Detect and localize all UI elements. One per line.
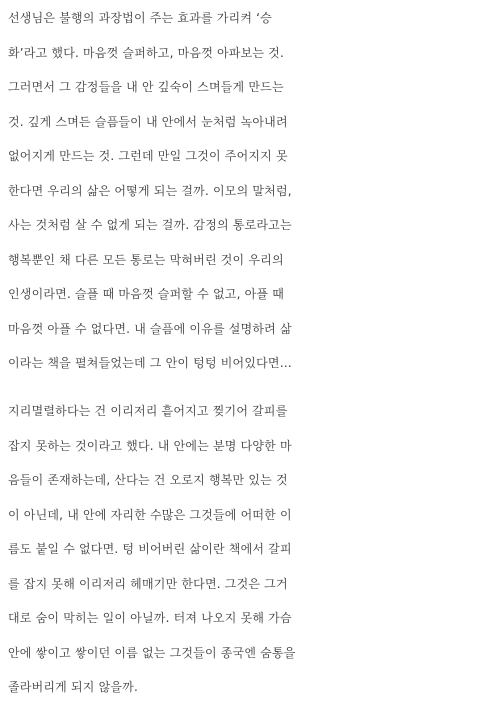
text-line: 안에 쌓이고 쌓이던 이름 없는 그것들이 종국엔 숨통을 [8,645,296,660]
text-line: 행복뿐인 채 다른 모든 통로는 막혀버린 것이 우리의 [8,252,284,267]
text-line: 사는 것처럼 살 수 없게 되는 걸까. 감정의 통로라고는 [8,218,292,232]
text-line: 이라는 책을 펼쳐들었는데 그 안이 텅텅 비어있다면… [8,356,292,370]
text-line: 대로 숨이 막히는 일이 아닐까. 터져 나오지 못해 가슴 [8,611,292,625]
text-line: 화’라고 했다. 마음껏 슬퍼하고, 마음껏 아파보는 것. [8,45,284,60]
text-line: 그러면서 그 감정들을 내 안 깊숙이 스며들게 만드는 [8,80,284,94]
text-line: 한다면 우리의 삶은 어떻게 되는 걸까. 이모의 말처럼, [8,183,292,198]
text-line: 이 아닌데, 내 안에 자리한 수많은 그것들에 어떠한 이 [8,507,292,522]
text-line: 지리멸렬하다는 건 이리저리 흩어지고 찢기어 갈피를 [8,404,288,418]
text-line: 선생님은 불행의 과장법이 주는 효과를 가리켜 ‘승 [8,11,272,25]
text-line: 졸라버리게 되지 않을까. [8,680,138,694]
text-line: 없어지게 만드는 것. 그런데 만일 그것이 주어지지 못 [8,149,288,163]
text-line: 마음껏 아플 수 없다면. 내 슬픔에 이유를 설명하려 삶 [8,321,292,336]
text-line: 름도 붙일 수 없다면. 텅 비어버린 삶이란 책에서 갈피 [8,542,292,556]
paragraph-1 [8,1,480,381]
text-line: 인생이라면. 슬플 때 마음껏 슬퍼할 수 없고, 아플 때 [8,287,284,301]
text-line: 음들이 존재하는데, 산다는 건 오로지 행복만 있는 것 [8,473,288,487]
paragraph-2 [8,394,480,705]
text-line: 것. 깊게 스며든 슬픔들이 내 안에서 눈처럼 녹아내려 [8,114,288,129]
text-line: 를 잡지 못해 이리저리 헤매기만 한다면. 그것은 그거 [8,576,288,591]
text-line: 잡지 못하는 것이라고 했다. 내 안에는 분명 다양한 마 [8,438,292,453]
